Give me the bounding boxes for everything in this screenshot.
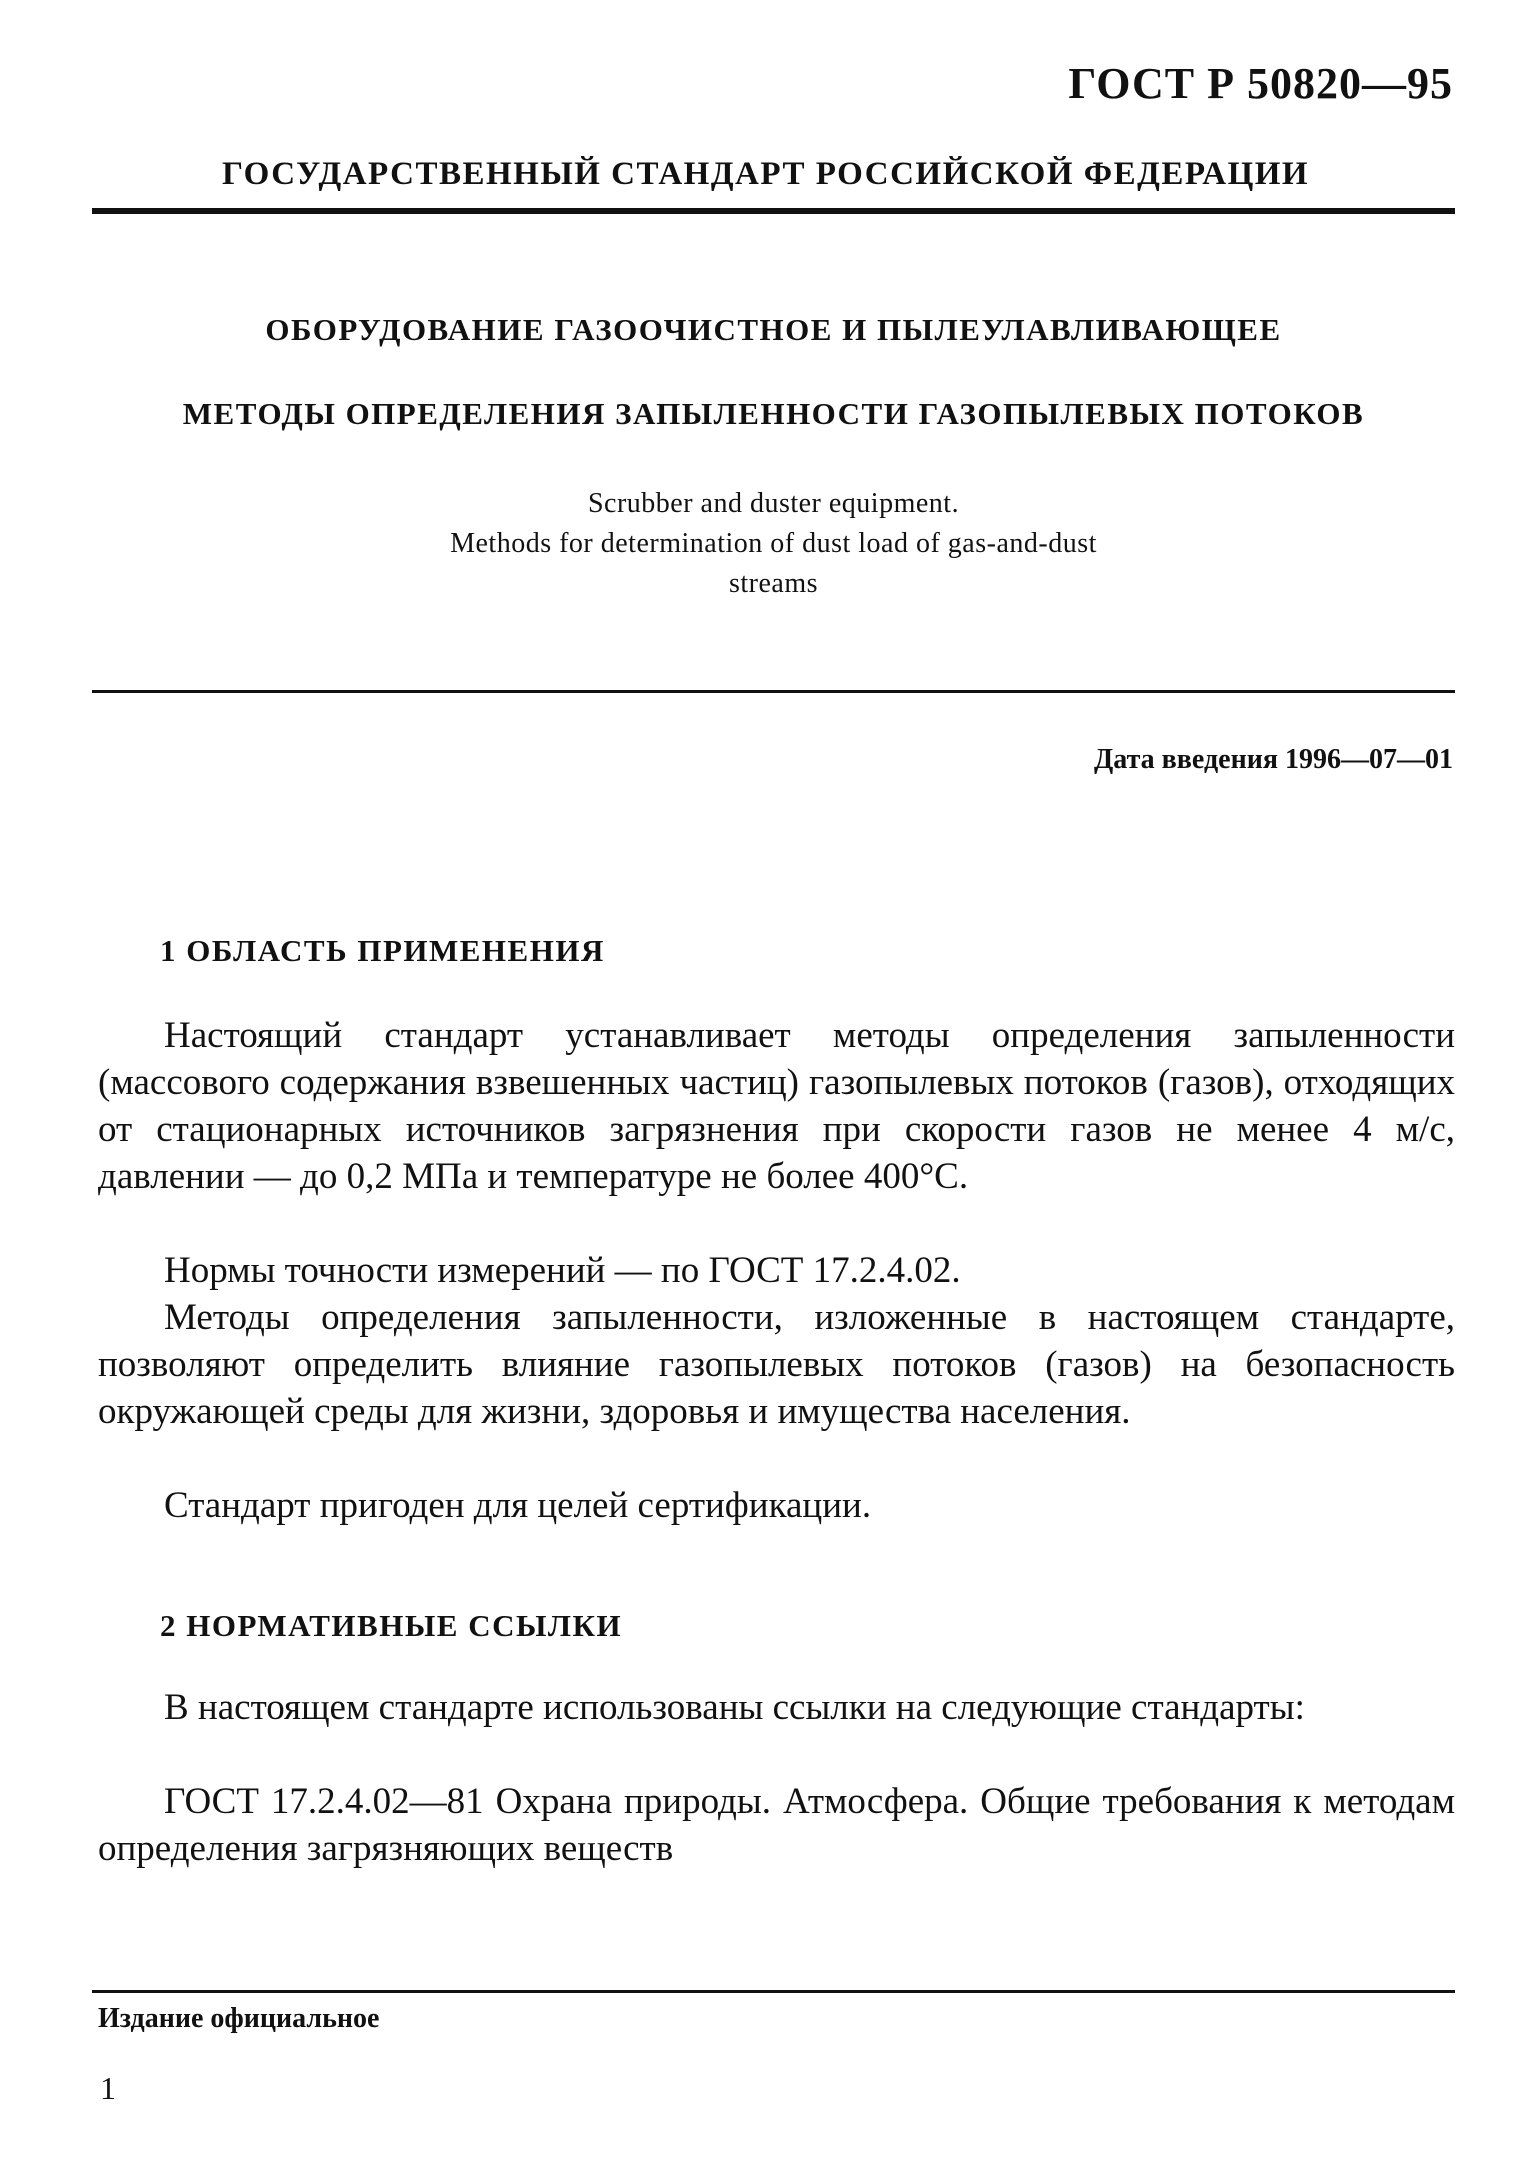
section2-paragraph: В настоящем стандарте использованы ссылки на следующие стандарты:	[164, 1687, 1305, 1728]
section2-paragraph: ГОСТ 17.2.4.02—81 Охрана природы. Атмосфера. Общие требования к методам определения загрязняющих веществ	[98, 1781, 1455, 1869]
section1-paragraph: Нормы точности измерений — по ГОСТ 17.2.4.02.	[164, 1250, 961, 1291]
english-title	[92, 484, 1455, 604]
section1-paragraph: Методы определения запыленности, изложенные в настоящем стандарте, позволяют определить влияние газопылевых потоков (газов) на безопасность окружающей среды для жизни, здоровья и имущества населения.	[98, 1297, 1455, 1432]
english-title-line: streams	[728, 568, 819, 599]
state-standard-title: ГОСУДАРСТВЕННЫЙ СТАНДАРТ РОССИЙСКОЙ ФЕДЕРАЦИИ	[222, 156, 1310, 192]
introduction-date: Дата введения 1996—07—01	[1094, 744, 1453, 775]
document-title-line2: МЕТОДЫ ОПРЕДЕЛЕНИЯ ЗАПЫЛЕННОСТИ ГАЗОПЫЛЕВЫХ ПОТОКОВ	[182, 396, 1365, 431]
section1-paragraph: Стандарт пригоден для целей сертификации.	[164, 1485, 872, 1526]
standard-code: ГОСТ Р 50820—95	[1068, 59, 1453, 108]
section1-paragraph: Настоящий стандарт устанавливает методы определения запыленности (массового содержания взвешенных частиц) газопылевых потоков (газов), отходящих от стационарных источников загрязнения при скорости газов не менее 4 м/с, давлении — до 0,2 МПа и температуре не более 400°С.	[98, 1015, 1455, 1197]
header-divider	[92, 208, 1455, 214]
section-heading-references: 2 НОРМАТИВНЫЕ ССЫЛКИ	[160, 1608, 623, 1643]
official-edition-note: Издание официальное	[98, 2003, 380, 2034]
english-title-line: Methods for determination of dust load of gas-and-dust	[450, 528, 1097, 559]
title-divider	[92, 690, 1455, 693]
page-number: 1	[100, 2070, 116, 2106]
english-title-line: Scrubber and duster equipment.	[587, 488, 960, 519]
section-heading-scope: 1 ОБЛАСТЬ ПРИМЕНЕНИЯ	[160, 933, 605, 968]
footer-divider	[92, 1990, 1455, 1993]
document-title-line1: ОБОРУДОВАНИЕ ГАЗООЧИСТНОЕ И ПЫЛЕУЛАВЛИВАЮЩЕЕ	[265, 312, 1282, 347]
